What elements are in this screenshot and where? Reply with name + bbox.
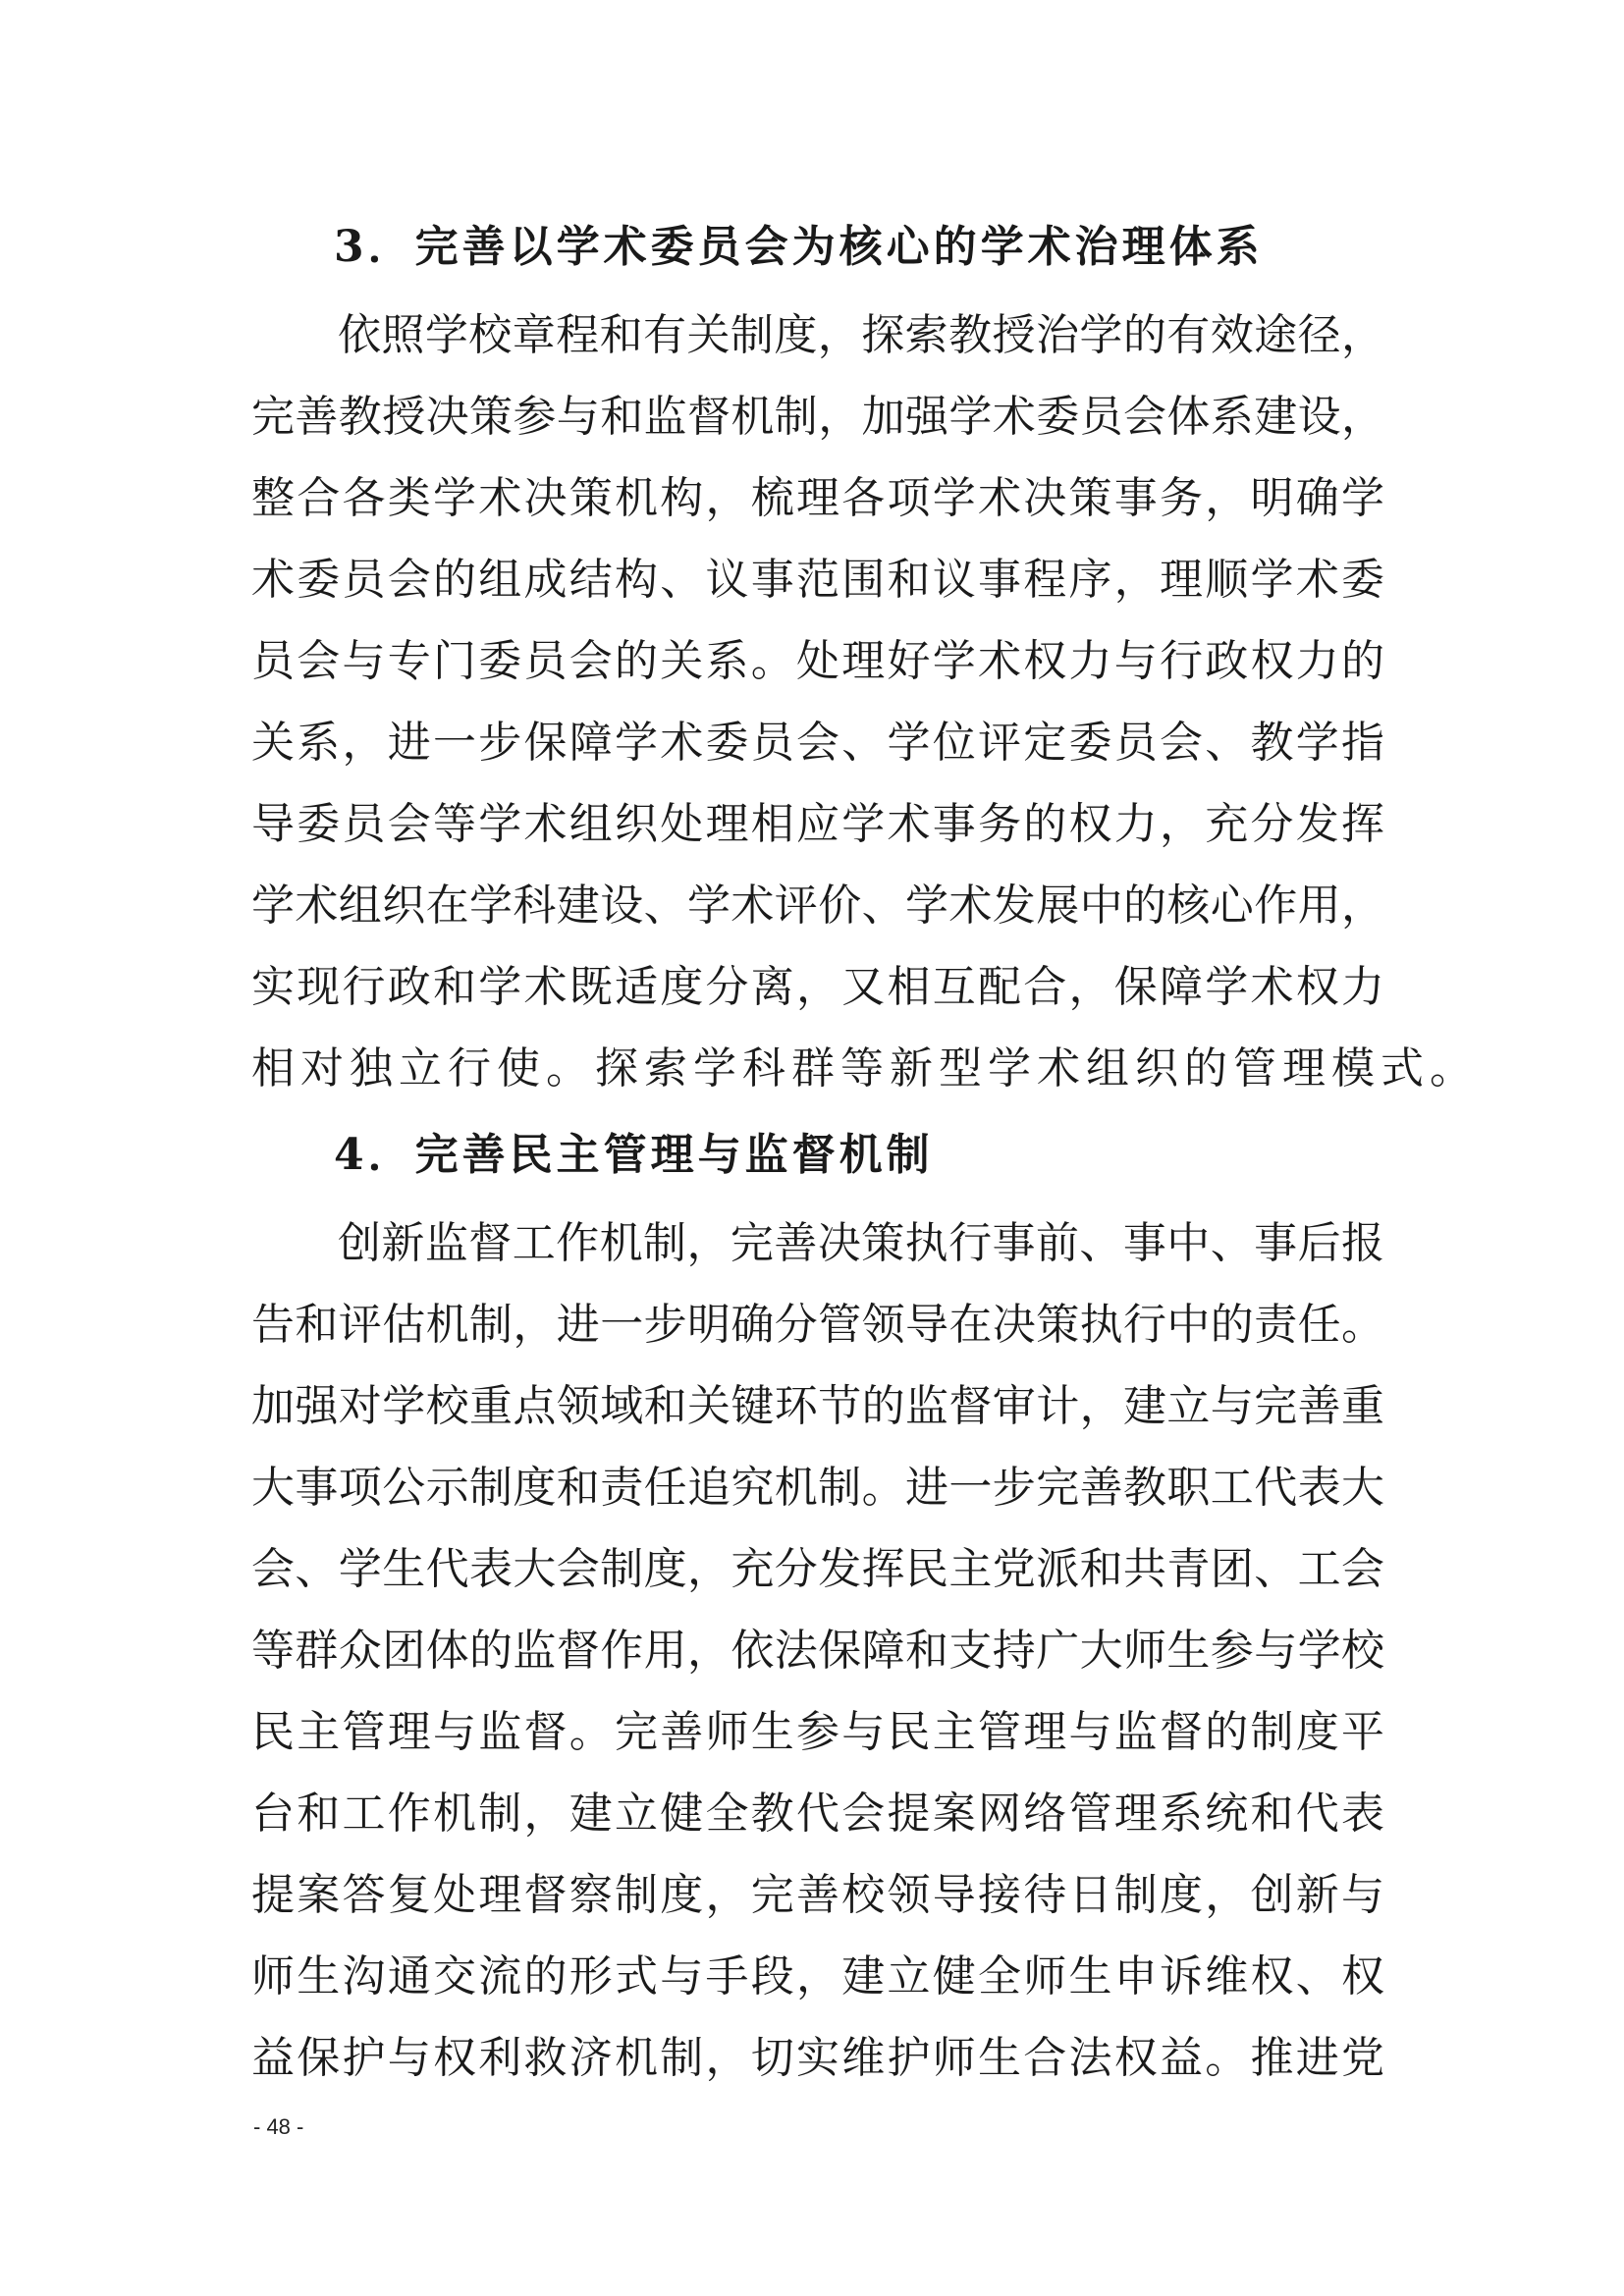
section-3-line-4: 术委员会的组成结构、议事范围和议事程序，理顺学术委 — [251, 555, 1384, 605]
section-4-line-8: 台和工作机制，建立健全教代会提案网络管理系统和代表 — [251, 1789, 1384, 1839]
section-3-line-6: 关系，进一步保障学术委员会、学位评定委员会、教学指 — [251, 718, 1384, 768]
section-4-line-7: 民主管理与监督。完善师生参与民主管理与监督的制度平 — [251, 1707, 1384, 1757]
section-3-line-10: 相对独立行使。探索学科群等新型学术组织的管理模式。 — [251, 1043, 1479, 1094]
section-4-heading: 4．完善民主管理与监督机制 — [334, 1130, 934, 1180]
section-4-line-1: 创新监督工作机制，完善决策执行事前、事中、事后报 — [338, 1218, 1384, 1268]
section-3-line-1: 依照学校章程和有关制度，探索教授治学的有效途径， — [338, 310, 1384, 360]
section-3-line-5: 员会与专门委员会的关系。处理好学术权力与行政权力的 — [251, 636, 1384, 686]
section-4-line-9: 提案答复处理督察制度，完善校领导接待日制度，创新与 — [251, 1870, 1384, 1920]
section-3-line-3: 整合各类学术决策机构，梳理各项学术决策事务，明确学 — [251, 473, 1384, 523]
section-4-line-11: 益保护与权利救济机制，切实维护师生合法权益。推进党 — [251, 2033, 1384, 2083]
section-3-line-7: 导委员会等学术组织处理相应学术事务的权力，充分发挥 — [251, 799, 1384, 849]
section-4-line-10: 师生沟通交流的形式与手段，建立健全师生申诉维权、权 — [251, 1951, 1384, 2002]
section-4-line-4: 大事项公示制度和责任追究机制。进一步完善教职工代表大 — [251, 1463, 1384, 1513]
page-number: - 48 - — [253, 2114, 304, 2139]
section-3-line-2: 完善教授决策参与和监督机制，加强学术委员会体系建设， — [251, 392, 1384, 442]
section-4-line-2: 告和评估机制，进一步明确分管领导在决策执行中的责任。 — [251, 1300, 1384, 1350]
section-3-heading: 3．完善以学术委员会为核心的学术治理体系 — [334, 222, 1264, 272]
section-4-line-6: 等群众团体的监督作用，依法保障和支持广大师生参与学校 — [251, 1626, 1384, 1676]
section-3-line-9: 实现行政和学术既适度分离，又相互配合，保障学术权力 — [251, 962, 1384, 1012]
section-3-line-8: 学术组织在学科建设、学术评价、学术发展中的核心作用， — [251, 881, 1384, 931]
section-4-line-5: 会、学生代表大会制度，充分发挥民主党派和共青团、工会 — [251, 1544, 1384, 1594]
section-4-line-3: 加强对学校重点领域和关键环节的监督审计，建立与完善重 — [251, 1381, 1384, 1431]
